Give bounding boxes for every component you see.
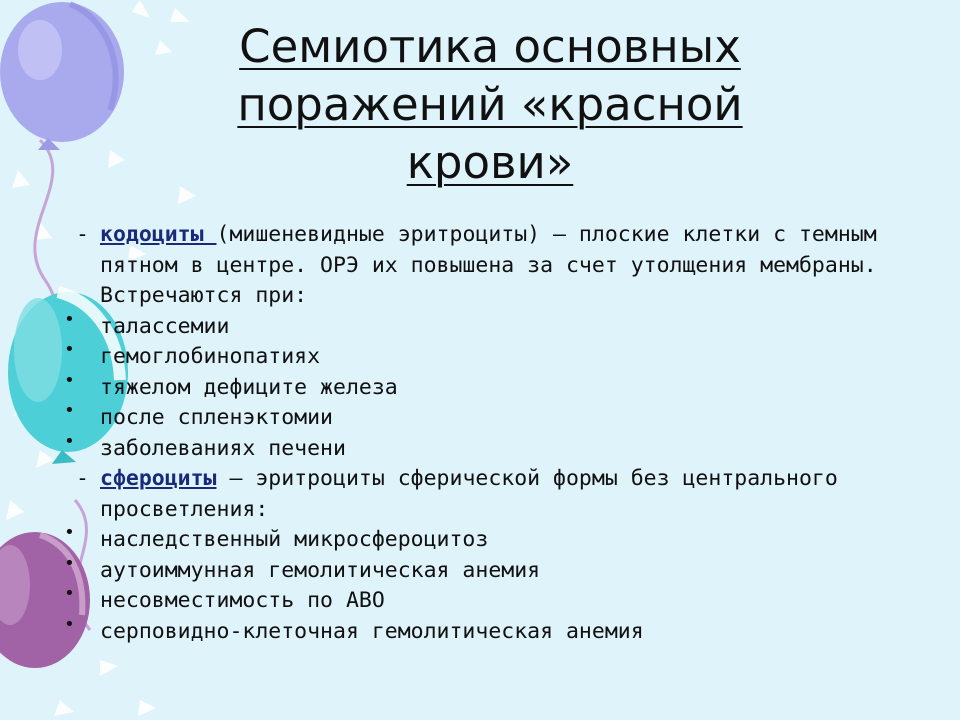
bullet-icon: • xyxy=(64,613,75,635)
list-item xyxy=(60,552,900,587)
section-codocytes xyxy=(60,220,900,312)
term-spherocytes: сфероциты xyxy=(100,466,217,491)
sparkle-icon xyxy=(54,700,74,716)
bullet-icon: • xyxy=(64,400,75,421)
bullet-icon: • xyxy=(64,430,75,452)
list-item-text: гемоглобинопатиях xyxy=(100,344,321,369)
list-item xyxy=(60,339,900,373)
list-item-text: аутоиммунная гемолитическая анемия xyxy=(100,557,541,583)
list-item xyxy=(60,613,900,648)
bullet-icon: • xyxy=(64,369,75,391)
list-item-text: серповидно-клеточная гемолитическая анемия xyxy=(100,618,644,644)
title-line: поражений «красной xyxy=(237,78,743,131)
sparkle-icon xyxy=(100,660,118,676)
list-item xyxy=(60,522,900,556)
bullet-icon: • xyxy=(64,308,75,330)
sparkle-icon xyxy=(12,170,30,188)
balloon-blue-icon xyxy=(0,2,124,150)
bullet-icon: • xyxy=(64,583,75,604)
sparkle-icon xyxy=(36,450,54,468)
codocytes-conditions-list xyxy=(60,308,900,465)
list-item xyxy=(60,308,900,343)
list-item xyxy=(60,400,900,434)
list-item-text: наследственный микросфероцитоз xyxy=(100,527,489,552)
slide-body xyxy=(60,220,900,647)
list-item-text: заболеваниях печени xyxy=(100,435,346,461)
bullet-icon: • xyxy=(64,522,75,543)
spherocytes-description: – эритроциты сферической формы без центрального просветления: xyxy=(100,466,838,522)
title-line: крови» xyxy=(406,136,574,189)
list-item-text: после спленэктомии xyxy=(100,405,333,430)
sparkle-icon xyxy=(108,150,125,168)
title-line: Семиотика основных xyxy=(239,20,741,73)
sparkle-icon xyxy=(138,700,156,716)
list-item xyxy=(60,369,900,404)
dash-marker: - xyxy=(76,466,89,491)
sparkle-icon xyxy=(132,0,150,18)
slide-title xyxy=(150,18,830,192)
dash-marker: - xyxy=(76,222,89,247)
bullet-icon: • xyxy=(64,552,75,574)
term-codocytes: кодоциты xyxy=(100,222,217,247)
list-item-text: тяжелом дефиците железа xyxy=(100,374,398,400)
list-item-text: несовместимость по АВО xyxy=(100,588,385,613)
bullet-icon: • xyxy=(64,339,75,360)
section-spherocytes xyxy=(60,464,900,525)
codocytes-description: (мишеневидные эритроциты) – плоские клетки с темным пятном в центре. ОРЭ их повышена за счет утолщения мембраны. Встречаются при: xyxy=(100,222,877,308)
list-item-text: талассемии xyxy=(100,313,230,339)
sparkle-icon xyxy=(6,500,24,520)
spherocytes-conditions-list xyxy=(60,522,900,647)
list-item xyxy=(60,430,900,465)
list-item xyxy=(60,583,900,617)
